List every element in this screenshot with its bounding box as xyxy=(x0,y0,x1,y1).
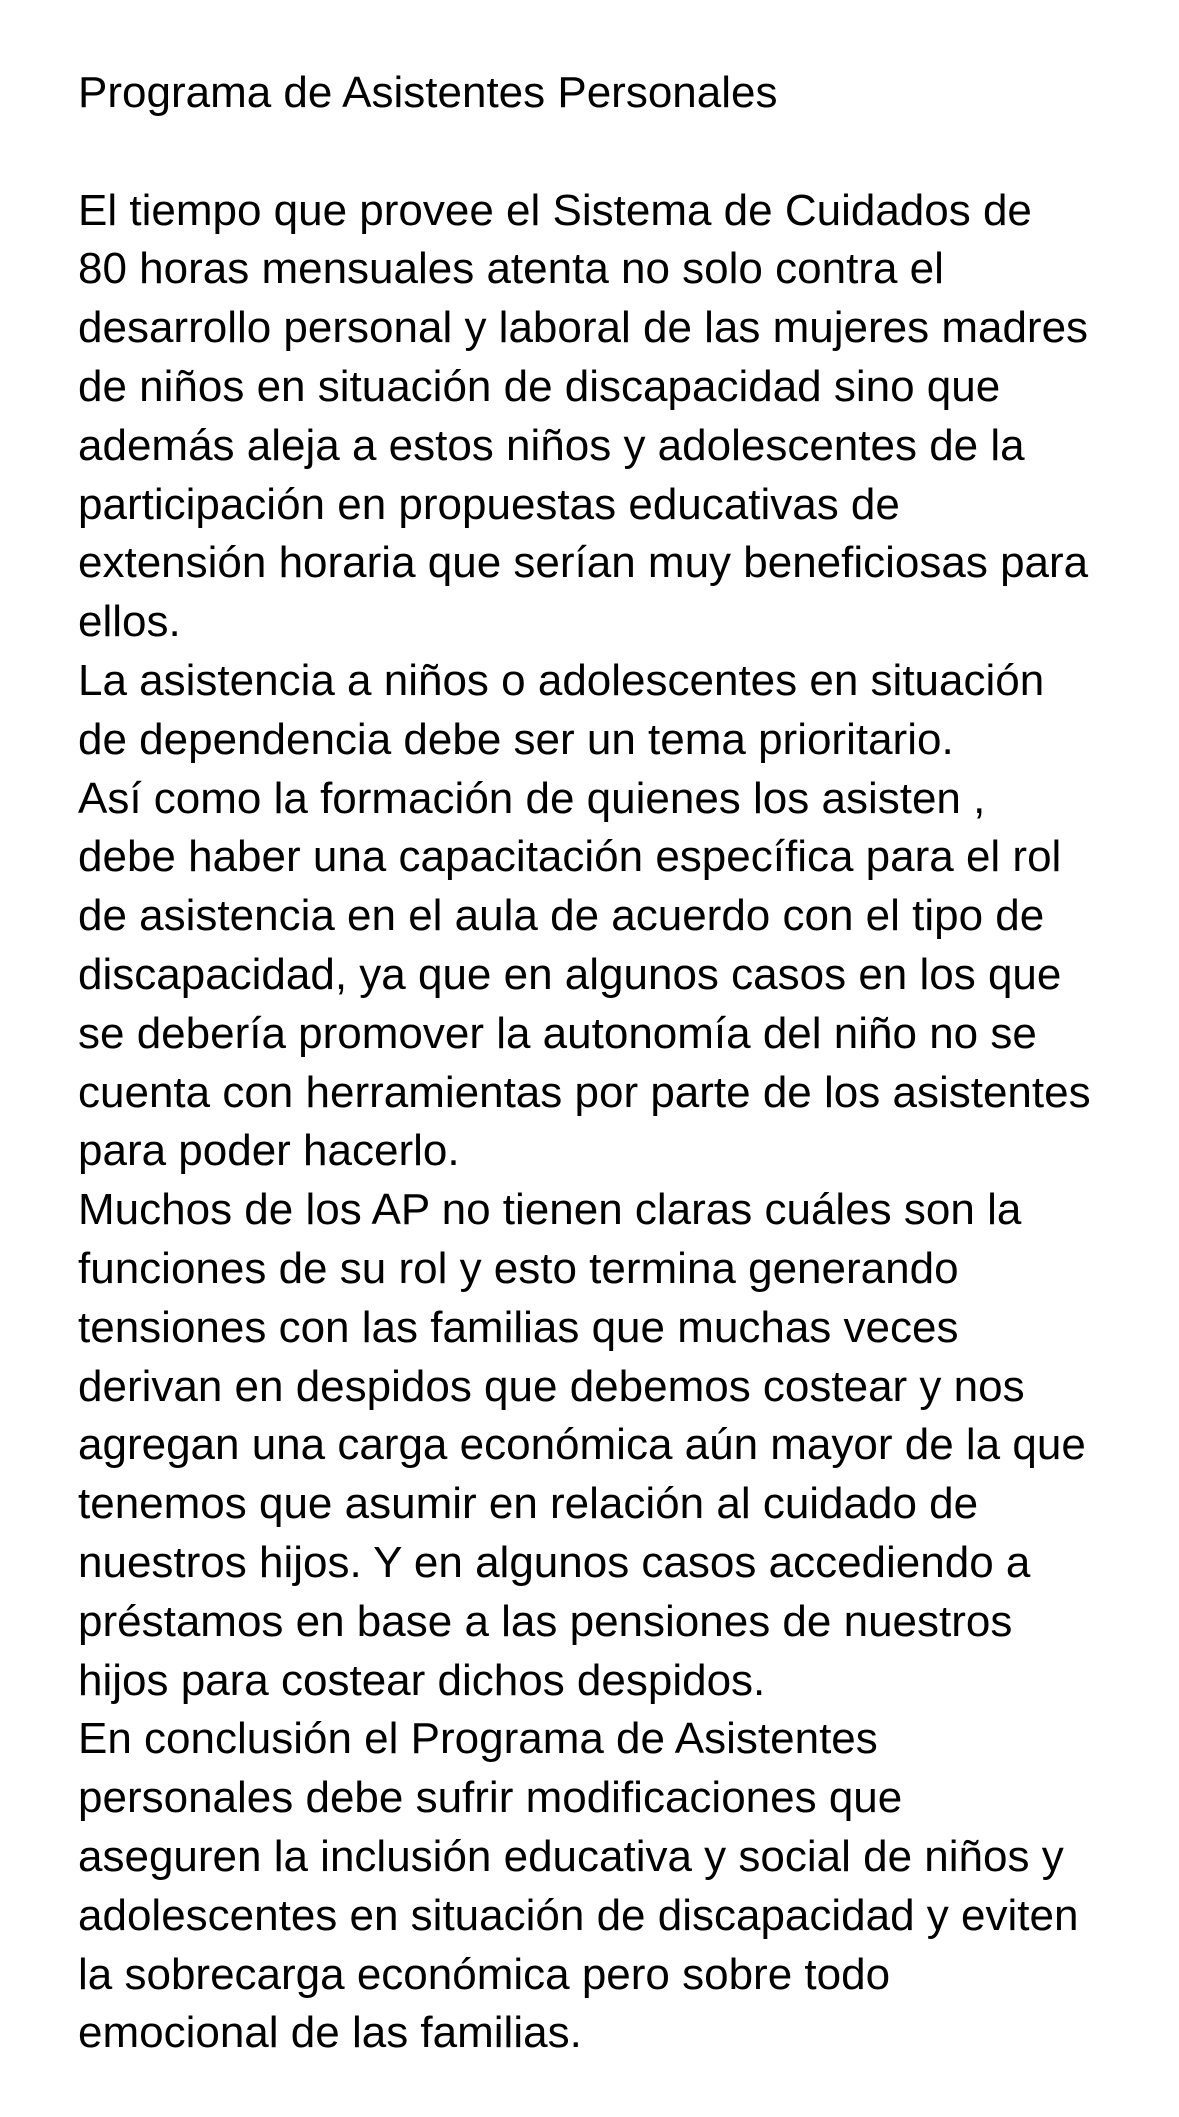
text-line: de asistencia en el aula de acuerdo con el tipo de xyxy=(78,891,1045,941)
text-line: de niños en situación de discapacidad sino que xyxy=(78,361,1001,411)
text-line: ellos. xyxy=(78,597,181,647)
blank-line xyxy=(78,123,1149,182)
text-line: emocional de las familias. xyxy=(78,2008,582,2058)
text-line: desarrollo personal y laboral de las mujeres madres xyxy=(78,303,1089,353)
text-line: agregan una carga económica aún mayor de la que xyxy=(78,1420,1086,1470)
document-title: Programa de Asistentes Personales xyxy=(78,68,778,117)
text-line: funciones de su rol y esto termina generando xyxy=(78,1243,959,1293)
text-line: En conclusión el Programa de Asistentes xyxy=(78,1714,878,1764)
text-line: tensiones con las familias que muchas veces xyxy=(78,1302,959,1352)
text-line: La asistencia a niños o adolescentes en situación xyxy=(78,655,1045,705)
text-line: 80 horas mensuales atenta no solo contra el xyxy=(78,244,944,294)
text-line: participación en propuestas educativas de xyxy=(78,479,900,529)
text-line: la sobrecarga económica pero sobre todo xyxy=(78,1949,891,1999)
text-line: El tiempo que provee el Sistema de Cuidados de xyxy=(78,185,1032,235)
document-body xyxy=(78,182,1149,2064)
text-line: adolescentes en situación de discapacidad y eviten xyxy=(78,1890,1079,1940)
text-line: préstamos en base a las pensiones de nuestros xyxy=(78,1596,1013,1646)
text-line: de dependencia debe ser un tema prioritario. xyxy=(78,714,954,764)
text-line: discapacidad, ya que en algunos casos en los que xyxy=(78,949,1062,999)
text-line: nuestros hijos. Y en algunos casos accediendo a xyxy=(78,1537,1031,1587)
text-line: personales debe sufrir modificaciones que xyxy=(78,1773,903,1823)
text-line: Muchos de los AP no tienen claras cuáles son la xyxy=(78,1185,1022,1235)
text-line: para poder hacerlo. xyxy=(78,1126,460,1176)
text-line: además aleja a estos niños y adolescentes de la xyxy=(78,420,1025,470)
text-line: cuenta con herramientas por parte de los asistentes xyxy=(78,1067,1091,1117)
text-line: debe haber una capacitación específica para el rol xyxy=(78,832,1062,882)
text-line: se debería promover la autonomía del niño no se xyxy=(78,1008,1037,1058)
text-line: hijos para costear dichos despidos. xyxy=(78,1655,766,1705)
text-line: derivan en despidos que debemos costear y nos xyxy=(78,1361,1025,1411)
text-line: tenemos que asumir en relación al cuidado de xyxy=(78,1479,979,1529)
text-line: Así como la formación de quienes los asisten , xyxy=(78,773,986,823)
text-line: extensión horaria que serían muy beneficiosas para xyxy=(78,538,1089,588)
text-line: aseguren la inclusión educativa y social de niños y xyxy=(78,1831,1064,1881)
